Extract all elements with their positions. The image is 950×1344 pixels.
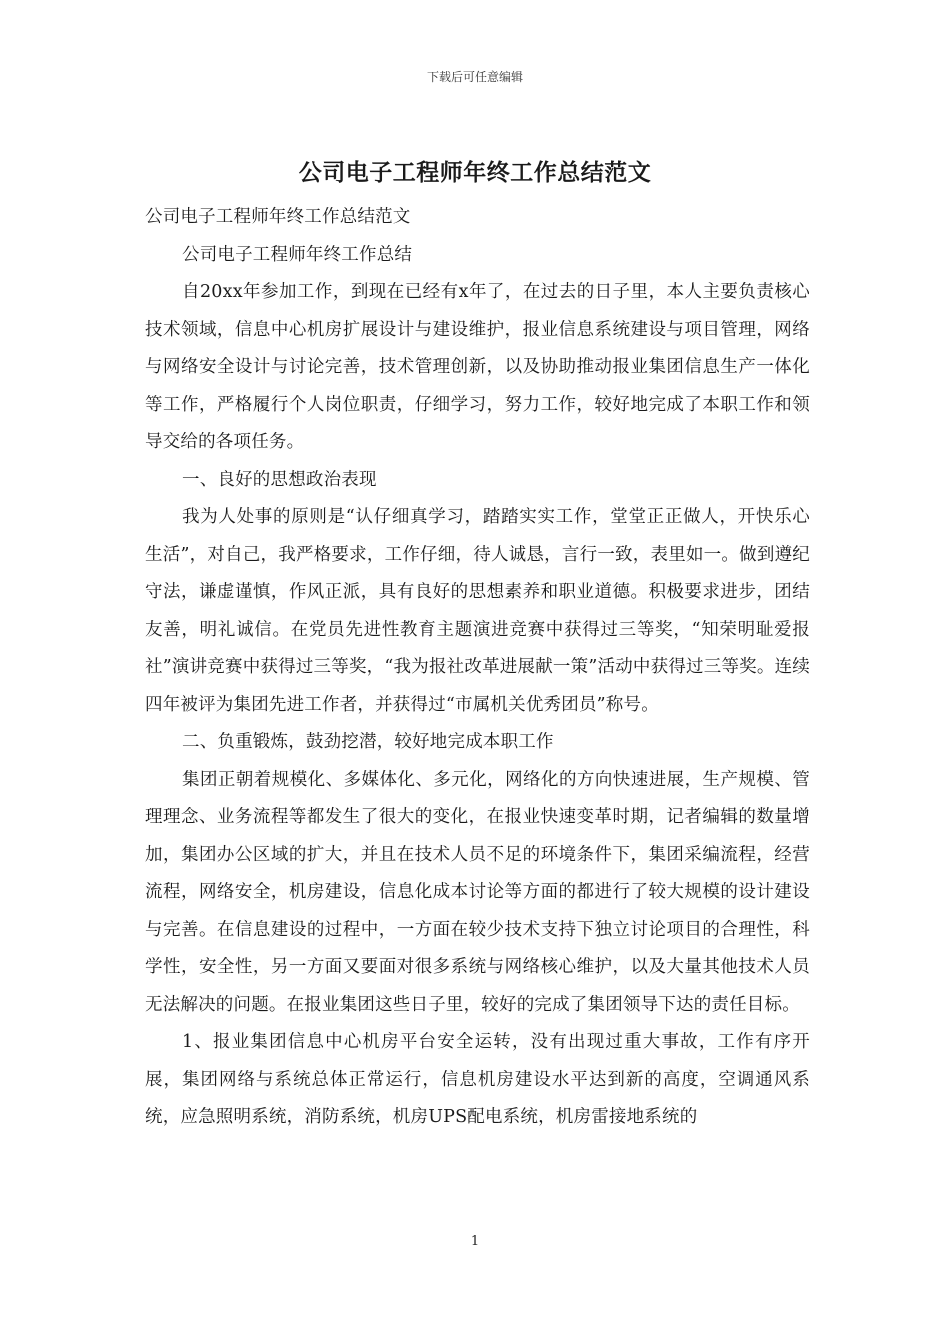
paragraph-subtitle: 公司电子工程师年终工作总结范文 bbox=[145, 207, 411, 227]
page-number: 1 bbox=[470, 1234, 480, 1249]
document-title: 公司电子工程师年终工作总结范文 bbox=[298, 159, 652, 186]
section-heading-2: 二、负重锻炼，鼓劲挖潜，较好地完成本职工作 bbox=[182, 732, 554, 752]
paragraph-heading: 公司电子工程师年终工作总结 bbox=[182, 244, 413, 265]
paragraph-section-2: 集团正朝着规模化、多媒体化、多元化，网络化的方向快速进展，生产规模、管理理念、业务流程等都发生了很大的变化，在报业快速变革时期，记者编辑的数量增加，集团办公区域的扩大，并且在技术人员不足的环境条件下，集团采编流程，经营流程，网络安全，机房建设，信息化成本讨论等方面的都进行了较大规模的设计建设与完善。在信息建设的过程中，一方面在较少技术支持下独立讨论项目的合理性，科学性，安全性，另一方面又要面对很多系统与网络核心维护，以及大量其他技术人员无法解决的问题。在报业集团这些日子里，较好的完成了集团领导下达的责任目标。 bbox=[145, 769, 810, 1015]
document-body bbox=[145, 199, 810, 1137]
header-note: 下载后可任意编辑 bbox=[426, 70, 523, 84]
paragraph-item-1: 1、报业集团信息中心机房平台安全运转，没有出现过重大事故，工作有序开展，集团网络与系统总体正常运行，信息机房建设水平达到新的高度，空调通风系统，应急照明系统，消防系统，机房UPS配电系统，机房雷接地系统的 bbox=[145, 1032, 810, 1127]
paragraph-section-1: 我为人处事的原则是“认仔细真学习，踏踏实实工作，堂堂正正做人，开快乐心生活”，对自己，我严格要求，工作仔细，待人诚恳，言行一致，表里如一。做到遵纪守法，谦虚谨慎，作风正派，具有良好的思想素养和职业道德。积极要求进步，团结友善，明礼诚信。在党员先进性教育主题演进竞赛中获得过三等奖，“知荣明耻爱报社”演讲竞赛中获得过三等奖，“我为报社改革进展献一策”活动中获得过三等奖。连续四年被评为集团先进工作者，并获得过“市属机关优秀团员”称号。 bbox=[145, 507, 810, 715]
section-heading-1: 一、良好的思想政治表现 bbox=[182, 469, 377, 490]
paragraph-intro: 自20xx年参加工作，到现在已经有x年了，在过去的日子里，本人主要负责核心技术领域，信息中心机房扩展设计与建设维护，报业信息系统建设与项目管理，网络与网络安全设计与讨论完善，技术管理创新，以及协助推动报业集团信息生产一体化等工作，严格履行个人岗位职责，仔细学习，努力工作，较好地完成了本职工作和领导交给的各项任务。 bbox=[145, 282, 810, 452]
